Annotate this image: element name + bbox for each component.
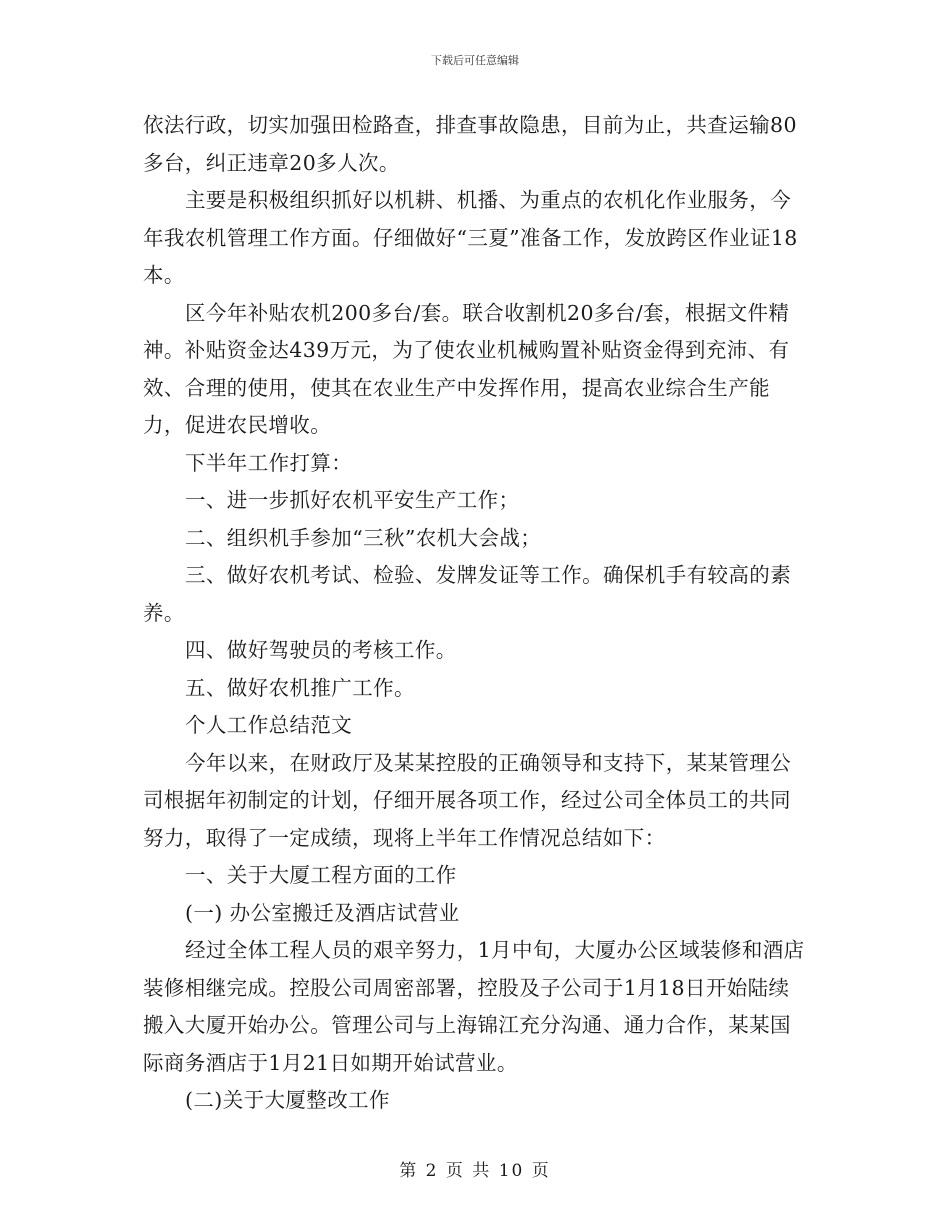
paragraph-intro: 今年以来，在财政厅及某某控股的正确领导和支持下，某某管理公司根据年初制定的计划，仔细开展各项工作，经过公司全体员工的共同努力，取得了一定成绩，现将上半年工作情况总结如下：	[143, 750, 792, 850]
plan-item-5: 五、做好农机推广工作。	[185, 675, 415, 700]
page-number: 第 2 页 共 10 页	[399, 1161, 551, 1181]
header-note: 下载后可任意编辑	[431, 54, 519, 67]
subheading-rectification: (二)关于大厦整改工作	[185, 1088, 390, 1112]
heading-building-project: 一、关于大厦工程方面的工作	[185, 863, 457, 887]
plan-item-3: 三、做好农机考试、检验、发牌发证等工作。确保机手有较高的素养。	[143, 563, 792, 625]
paragraph-subsidy: 区今年补贴农机200多台/套。联合收割机20多台/套，根据文件精神。补贴资金达439万元，为了使农业机械购置补贴资金得到充沛、有效、合理的使用，使其在农业生产中发挥作用，提高农业综合生产能力，促进农民增收。	[143, 300, 790, 437]
paragraph-office-move: 经过全体工程人员的艰辛努力，1月中旬，大厦办公区域装修和酒店装修相继完成。控股公司周密部署，控股及子公司于1月18日开始陆续搬入大厦开始办公。管理公司与上海锦江充分沟通、通力合作，某某国际商务酒店于1月21日如期开始试营业。	[143, 938, 805, 1075]
plan-item-4: 四、做好驾驶员的考核工作。	[185, 638, 457, 662]
paragraph-first-continued: 依法行政，切实加强田检路查，排查事故隐患，目前为止，共查运输80多台，纠正违章20多人次。	[143, 113, 797, 175]
paragraph-mechanization-service: 主要是积极组织抓好以机耕、机播、为重点的农机化作业服务，今年我农机管理工作方面。仔细做好“三夏”准备工作，发放跨区作业证18本。	[143, 188, 798, 287]
subheading-office-move: (一) 办公室搬迁及酒店试营业	[185, 900, 460, 925]
plan-item-1: 一、进一步抓好农机平安生产工作；	[185, 488, 520, 512]
document-body	[143, 107, 809, 1120]
section-title: 个人工作总结范文	[185, 713, 353, 737]
plan-item-2: 二、组织机手参加“三秋”农机大会战；	[185, 525, 542, 550]
paragraph-second-half-plan: 下半年工作打算：	[185, 450, 353, 475]
